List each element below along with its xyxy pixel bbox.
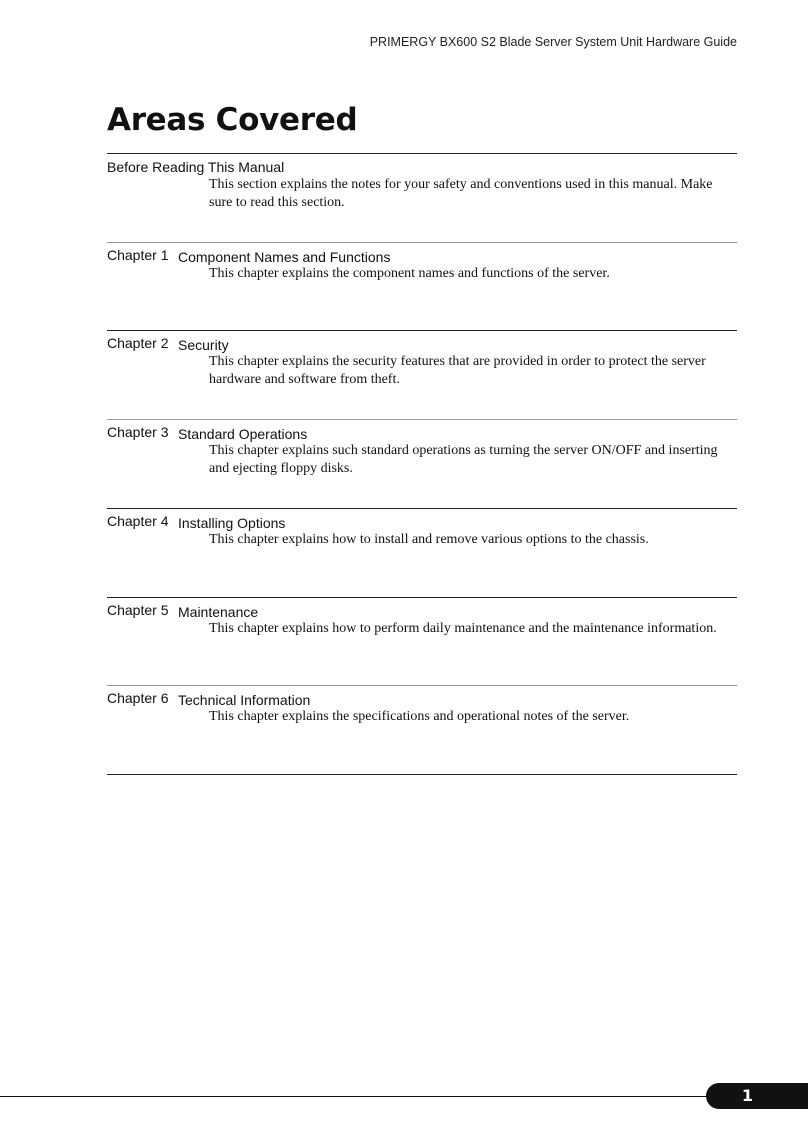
chapter-title: Installing Options [178, 515, 286, 531]
chapter-title: Component Names and Functions [178, 249, 391, 265]
chapter-description: This chapter explains how to install and remove various options to the chassis. [209, 532, 649, 547]
chapter-title: Technical Information [178, 692, 311, 708]
section-divider [107, 419, 737, 420]
chapter-label: Chapter 6 [107, 690, 169, 706]
chapter-label: Chapter 5 [107, 602, 169, 618]
page-number-tab [706, 1083, 808, 1109]
section-before-reading [107, 153, 737, 210]
contents-end-rule [107, 774, 737, 775]
section-description: This section explains the notes for your safety and conventions used in this manual. Make sure to read this section. [209, 177, 713, 210]
footer-rule [0, 1096, 712, 1097]
section-chapter-2 [107, 330, 737, 387]
chapter-title: Maintenance [178, 604, 259, 620]
chapter-description: This chapter explains how to perform daily maintenance and the maintenance information. [209, 621, 717, 636]
section-divider [107, 508, 737, 509]
chapter-label: Chapter 1 [107, 247, 169, 263]
section-chapter-1 [107, 242, 737, 281]
chapter-description: This chapter explains the component names and functions of the server. [209, 266, 610, 281]
section-chapter-4 [107, 508, 737, 547]
chapter-description: This chapter explains the specifications and operational notes of the server. [209, 709, 630, 724]
section-divider [107, 153, 737, 154]
section-chapter-3 [107, 419, 737, 476]
chapter-label: Chapter 4 [107, 513, 169, 529]
chapter-label: Chapter 2 [107, 335, 169, 351]
section-divider [107, 597, 737, 598]
section-divider [107, 242, 737, 243]
running-header: PRIMERGY BX600 S2 Blade Server System Unit Hardware Guide [369, 35, 737, 49]
chapter-label: Chapter 3 [107, 424, 169, 440]
page-number: 1 [741, 1086, 753, 1105]
chapter-description: This chapter explains such standard operations as turning the server ON/OFF and inserting and ejecting floppy disks. [209, 443, 718, 476]
section-chapter-5 [107, 597, 737, 636]
page-title: Areas Covered [107, 102, 358, 138]
section-divider [107, 330, 737, 331]
chapter-title: Standard Operations [178, 426, 308, 442]
section-divider [107, 685, 737, 686]
chapter-description: This chapter explains the security features that are provided in order to protect the server hardware and software from theft. [209, 354, 706, 387]
chapter-title: Security [178, 337, 229, 353]
section-title: Before Reading This Manual [107, 159, 285, 175]
section-chapter-6 [107, 685, 737, 724]
